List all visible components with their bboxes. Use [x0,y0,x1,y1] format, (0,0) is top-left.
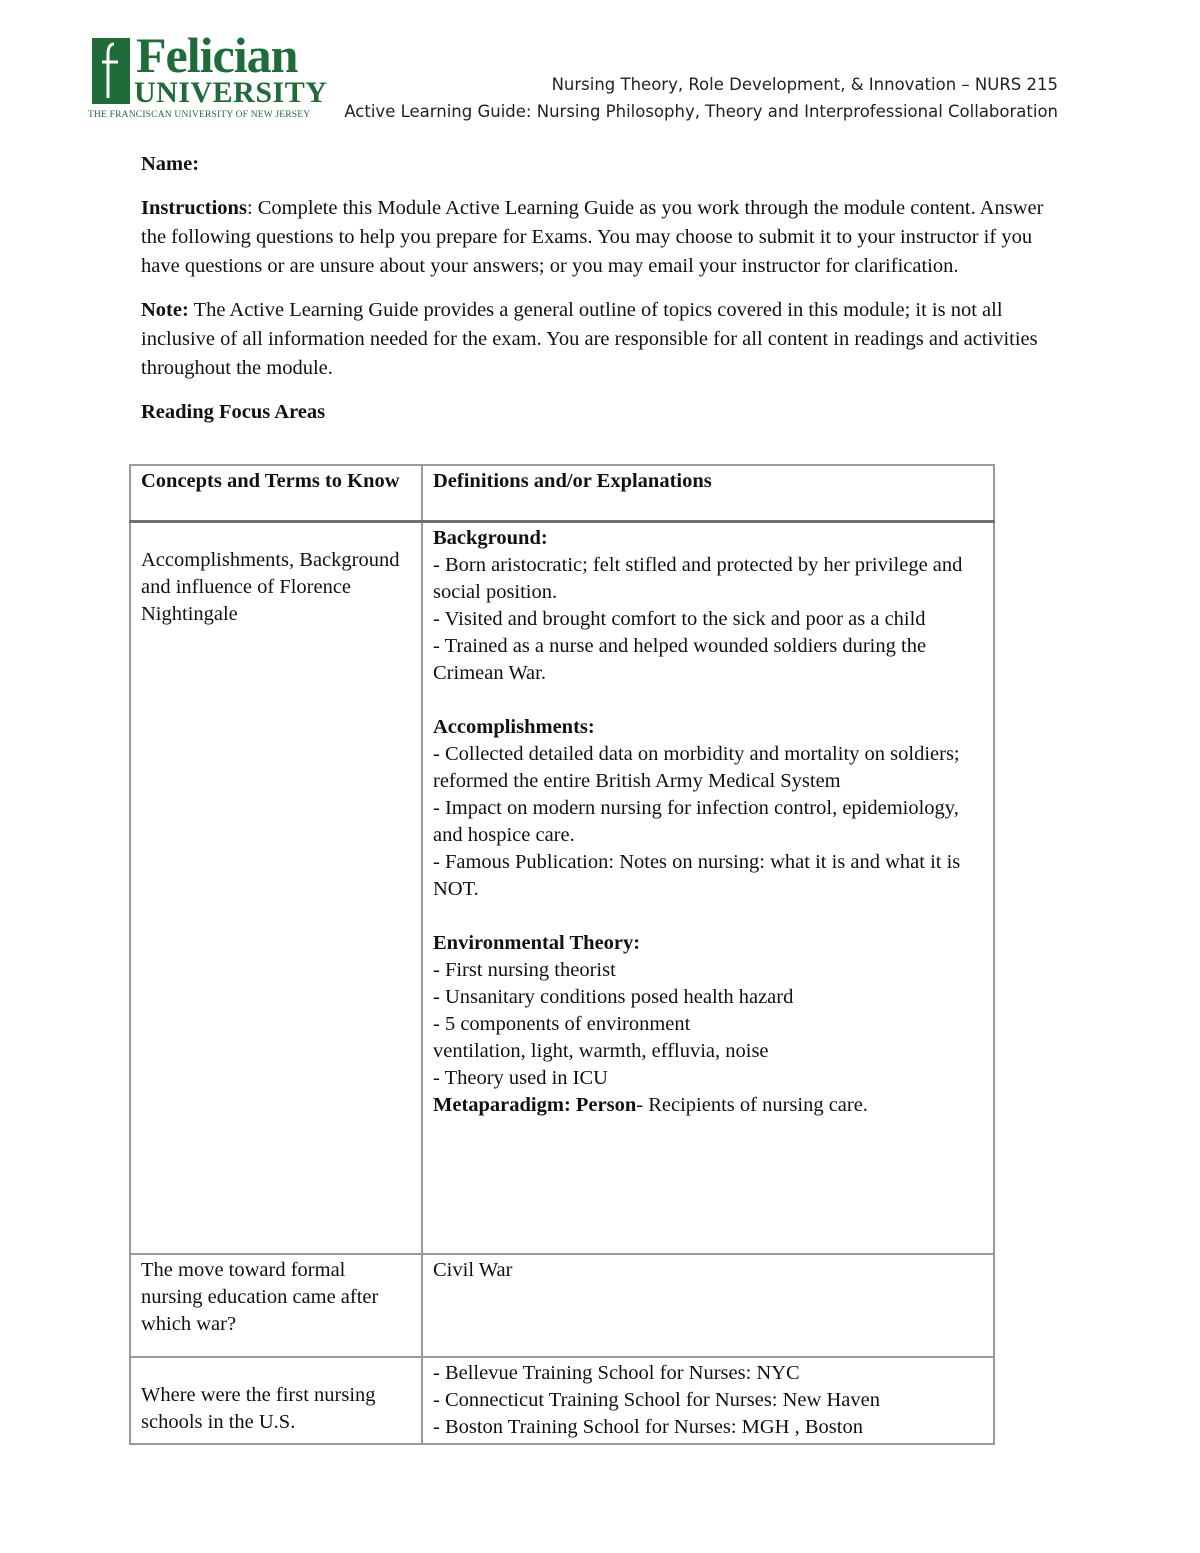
column-header-concepts: Concepts and Terms to Know [130,465,422,522]
spacer [433,687,983,714]
definition-cell: Civil War [422,1254,994,1357]
list-item: - Unsanitary conditions posed health hazard [433,986,794,1008]
metaparadigm-label: Metaparadigm: Person [433,1094,637,1116]
list-item: - Famous Publication: Notes on nursing: what it is and what it is NOT. [433,851,961,900]
note-text: The Active Learning Guide provides a general outline of topics covered in this module; it is not all inclusive of all information needed for the exam. You are responsible for all content in readings and activities throughout the module. [141,299,1038,379]
list-item: - Connecticut Training School for Nurses: New Haven [433,1389,880,1411]
definition-cell [422,522,994,1255]
course-title: Nursing Theory, Role Development, & Innovation – NURS 215 [551,75,1058,94]
concept-cell: Where were the first nursing schools in the U.S. [130,1357,422,1444]
guide-title: Active Learning Guide: Nursing Philosophy, Theory and Interprofessional Collaboration [344,102,1058,121]
spacer [433,903,983,930]
list-item: - Boston Training School for Nurses: MGH , Boston [433,1416,863,1438]
reading-focus-table [129,464,995,1445]
table-row [130,1254,994,1357]
logo-mark-icon [92,38,130,104]
list-item: - Trained as a nurse and helped wounded soldiers during the Crimean War. [433,635,927,684]
logo-name: Felician [136,27,298,83]
university-logo [88,27,388,124]
logo-tagline: THE FRANCISCAN UNIVERSITY OF NEW JERSEY [88,110,311,120]
definition-cell [422,1357,994,1444]
list-item: - Collected detailed data on morbidity and mortality on soldiers; reformed the entire British Army Medical System [433,743,960,792]
instructions-paragraph [141,194,1051,281]
concept-cell: Accomplishments, Background and influence of Florence Nightingale [130,522,422,1255]
list-item: - Theory used in ICU [433,1067,608,1089]
list-item: - Visited and brought comfort to the sick and poor as a child [433,608,926,630]
accomplishments-heading: Accomplishments: [433,716,595,738]
section-title: Reading Focus Areas [141,401,326,423]
logo-university: UNIVERSITY [134,76,328,109]
background-heading: Background: [433,527,548,549]
note-label: Note: [141,299,189,321]
list-item: - Bellevue Training School for Nurses: NYC [433,1362,800,1384]
environmental-heading: Environmental Theory: [433,932,641,954]
metaparadigm-line [433,1092,983,1119]
list-item: - First nursing theorist [433,959,616,981]
concept-cell: The move toward formal nursing education came after which war? [130,1254,422,1357]
instructions-text: : Complete this Module Active Learning Guide as you work through the module content. Answer the following questions to help you prepare for Exams. You may choose to submit it to your instructor if you have questions or are unsure about your answers; or you may email your instructor for clarification. [141,197,1044,277]
instructions-label: Instructions [141,197,247,219]
table-row [130,522,994,1255]
name-label: Name: [141,153,200,175]
document-body [141,150,1051,442]
table-header-row [130,465,994,522]
list-item: - Impact on modern nursing for infection control, epidemiology, and hospice care. [433,797,959,846]
list-item: ventilation, light, warmth, effluvia, noise [433,1040,769,1062]
column-header-definitions: Definitions and/or Explanations [422,465,994,522]
list-item: - Born aristocratic; felt stifled and protected by her privilege and social position. [433,554,963,603]
list-item: - 5 components of environment [433,1013,691,1035]
name-line [141,150,1051,179]
note-paragraph [141,296,1051,383]
metaparadigm-text: - Recipients of nursing care. [636,1094,868,1116]
table-row [130,1357,994,1444]
